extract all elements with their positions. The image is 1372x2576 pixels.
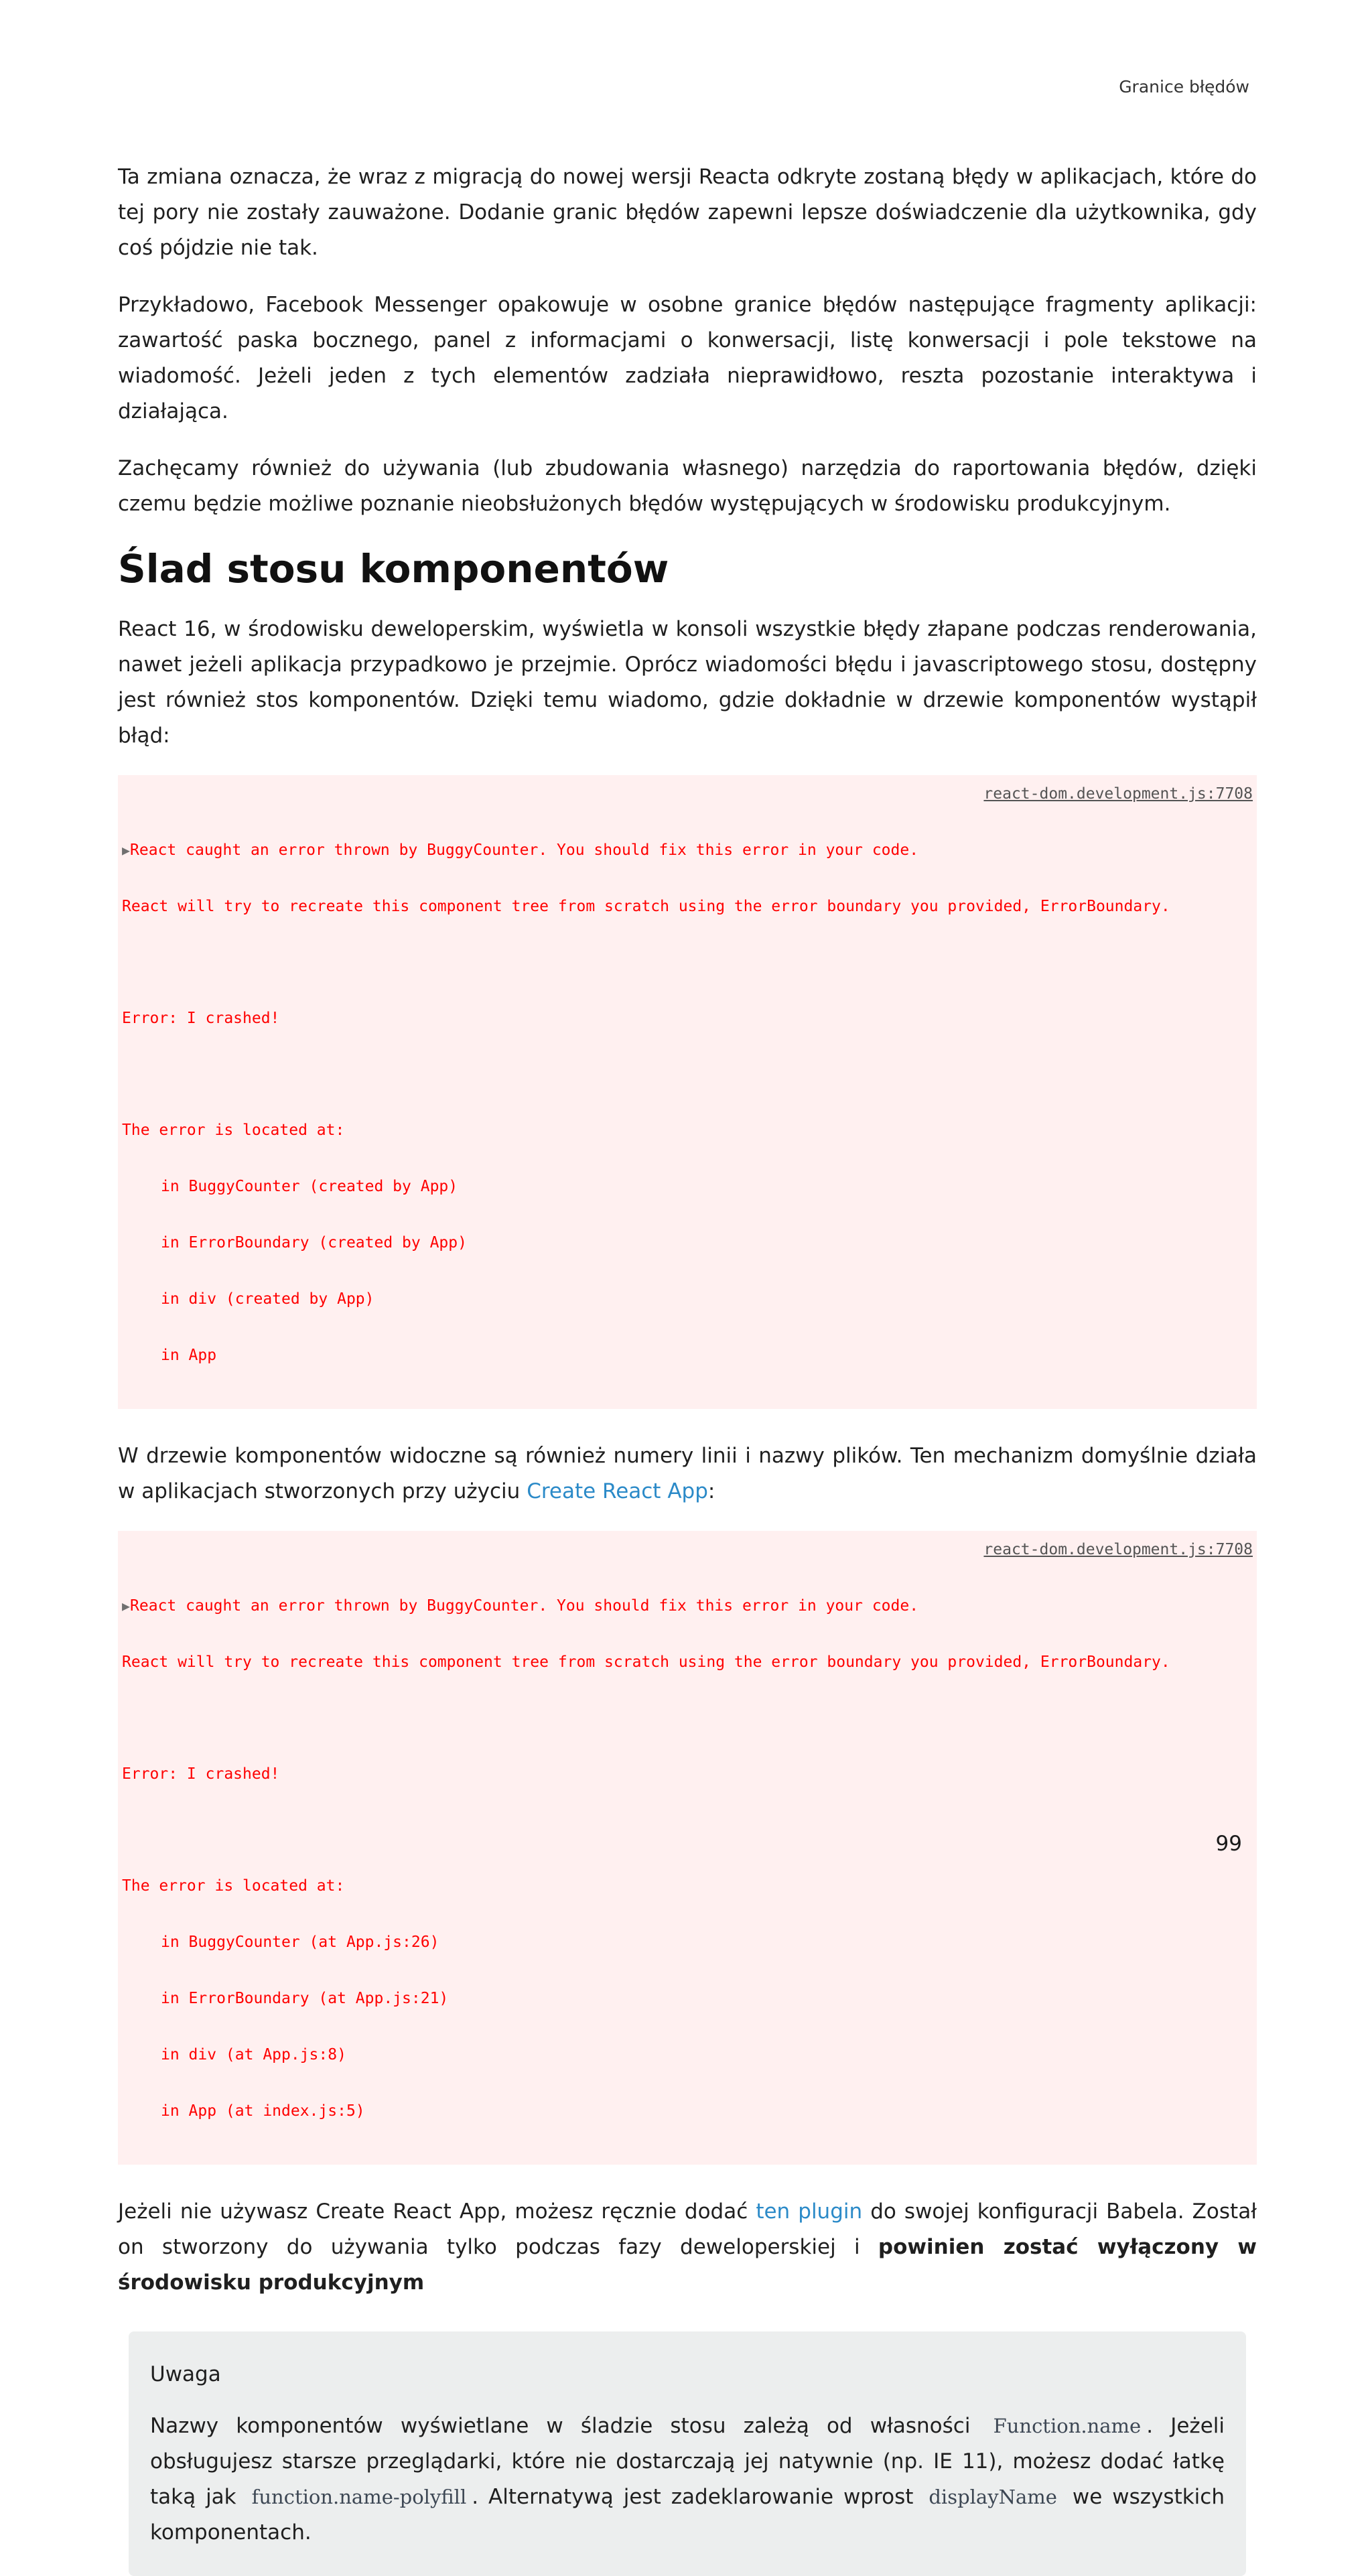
console-stack-line: in BuggyCounter (at App.js:26) — [161, 1934, 439, 1951]
expand-triangle-icon[interactable]: ▶ — [122, 842, 131, 858]
console-message-line: React will try to recreate this component tree from scratch using the error boundary you provided, ErrorBoundary. — [122, 898, 1170, 915]
create-react-app-link[interactable]: Create React App — [527, 1479, 708, 1503]
running-header: Granice błędów — [1119, 77, 1249, 96]
console-located-line: The error is located at: — [122, 1877, 345, 1895]
note-title: Uwaga — [150, 2362, 221, 2386]
expand-triangle-icon[interactable]: ▶ — [122, 1598, 131, 1614]
paragraph-migration: Ta zmiana oznacza, że wraz z migracją do nowej wersji Reacta odkryte zostaną błędy w aplikacjach, które do tej pory nie zostały zauważone. Dodanie granic błędów zapewni lepsze doświadczenie dla użytkownika, gdy coś pójdzie nie tak. — [118, 165, 1257, 260]
inline-code-polyfill: function.name-polyfill — [251, 2486, 467, 2508]
main-content — [118, 159, 1257, 2576]
console-stack-line: in ErrorBoundary (at App.js:21) — [161, 1990, 449, 2007]
paragraph-line-numbers: W drzewie komponentów widoczne są również numery linii i nazwy plików. Ten mechanizm domyślnie działa w aplikacjach stworzonych przy użyciu Create React App: — [118, 1444, 1257, 1503]
console-source-link[interactable]: react-dom.development.js:7708 — [983, 785, 1253, 803]
page-number: 99 — [1215, 1832, 1242, 1856]
console-stack-line: in div (created by App) — [161, 1290, 374, 1308]
console-output-file-lines — [118, 1531, 1257, 2165]
paragraph-react16: React 16, w środowisku deweloperskim, wyświetla w konsoli wszystkie błędy złapane podczas renderowania, nawet jeżeli aplikacja przypadkowo je przejmie. Oprócz wiadomości błędu i javascriptowego stosu, dostępny jest również stos komponentów. Dzięki temu wiadomo, gdzie dokładnie w drzewie komponentów wystąpił błąd: — [118, 617, 1257, 748]
console-message-line: React caught an error thrown by BuggyCounter. You should fix this error in your code. — [130, 841, 919, 859]
console-stack-line: in BuggyCounter (created by App) — [161, 1178, 458, 1195]
console-stack-line: in ErrorBoundary (created by App) — [161, 1234, 467, 1251]
babel-plugin-link[interactable]: ten plugin — [756, 2199, 863, 2224]
console-output-created-by — [118, 775, 1257, 1409]
paragraph-messenger: Przykładowo, Facebook Messenger opakowuje w osobne granice błędów następujące fragmenty aplikacji: zawartość paska bocznego, panel z informacjami o konwersacji, listę konwersacji i pole tekstowe na wiadomość. Jeżeli jeden z tych elementów zadziała nieprawidłowo, reszta pozostanie interaktywa i działająca. — [118, 293, 1257, 423]
console-stack-line: in App — [161, 1347, 217, 1364]
console-error-line: Error: I crashed! — [122, 1765, 280, 1783]
console-stack-line: in div (at App.js:8) — [161, 2046, 346, 2063]
console-message-line: React will try to recreate this component tree from scratch using the error boundary you provided, ErrorBoundary. — [122, 1653, 1170, 1671]
console-message-line: React caught an error thrown by BuggyCounter. You should fix this error in your code. — [130, 1597, 919, 1615]
console-source-link[interactable]: react-dom.development.js:7708 — [983, 1541, 1253, 1558]
inline-code-function-name: Function.name — [993, 2415, 1142, 2437]
console-located-line: The error is located at: — [122, 1122, 345, 1139]
console-stack-line: in App (at index.js:5) — [161, 2102, 365, 2120]
console-error-line: Error: I crashed! — [122, 1010, 280, 1027]
section-heading: Ślad stosu komponentów — [118, 546, 669, 592]
note-box — [129, 2331, 1246, 2576]
paragraph-babel-plugin: Jeżeli nie używasz Create React App, możesz ręcznie dodać ten plugin do swojej konfiguracji Babela. Został on stworzony do używania tylko podczas fazy deweloperskiej i powinien zostać wyłączony w środowisku produkcyjnym — [118, 2199, 1257, 2295]
note-text: Nazwy komponentów wyświetlane w śladzie stosu zależą od własności Function.name . Jeżeli obsługujesz starsze przeglądarki, które nie dostarczają jej natywnie (np. IE 11), możesz dodać łatkę taką jak function.name-polyfill . Alternatywą jest zadeklarowanie wprost displayName we wszystkich komponentach. — [150, 2414, 1225, 2545]
production-warning: powinien zostać wyłączony w środowisku produkcyjnym — [118, 2235, 1257, 2295]
inline-code-display-name: displayName — [929, 2486, 1057, 2508]
paragraph-reporting: Zachęcamy również do używania (lub zbudowania własnego) narzędzia do raportowania błędów, dzięki czemu będzie możliwe poznanie nieobsłużonych błędów występujących w środowisku produkcyjnym. — [118, 456, 1257, 516]
